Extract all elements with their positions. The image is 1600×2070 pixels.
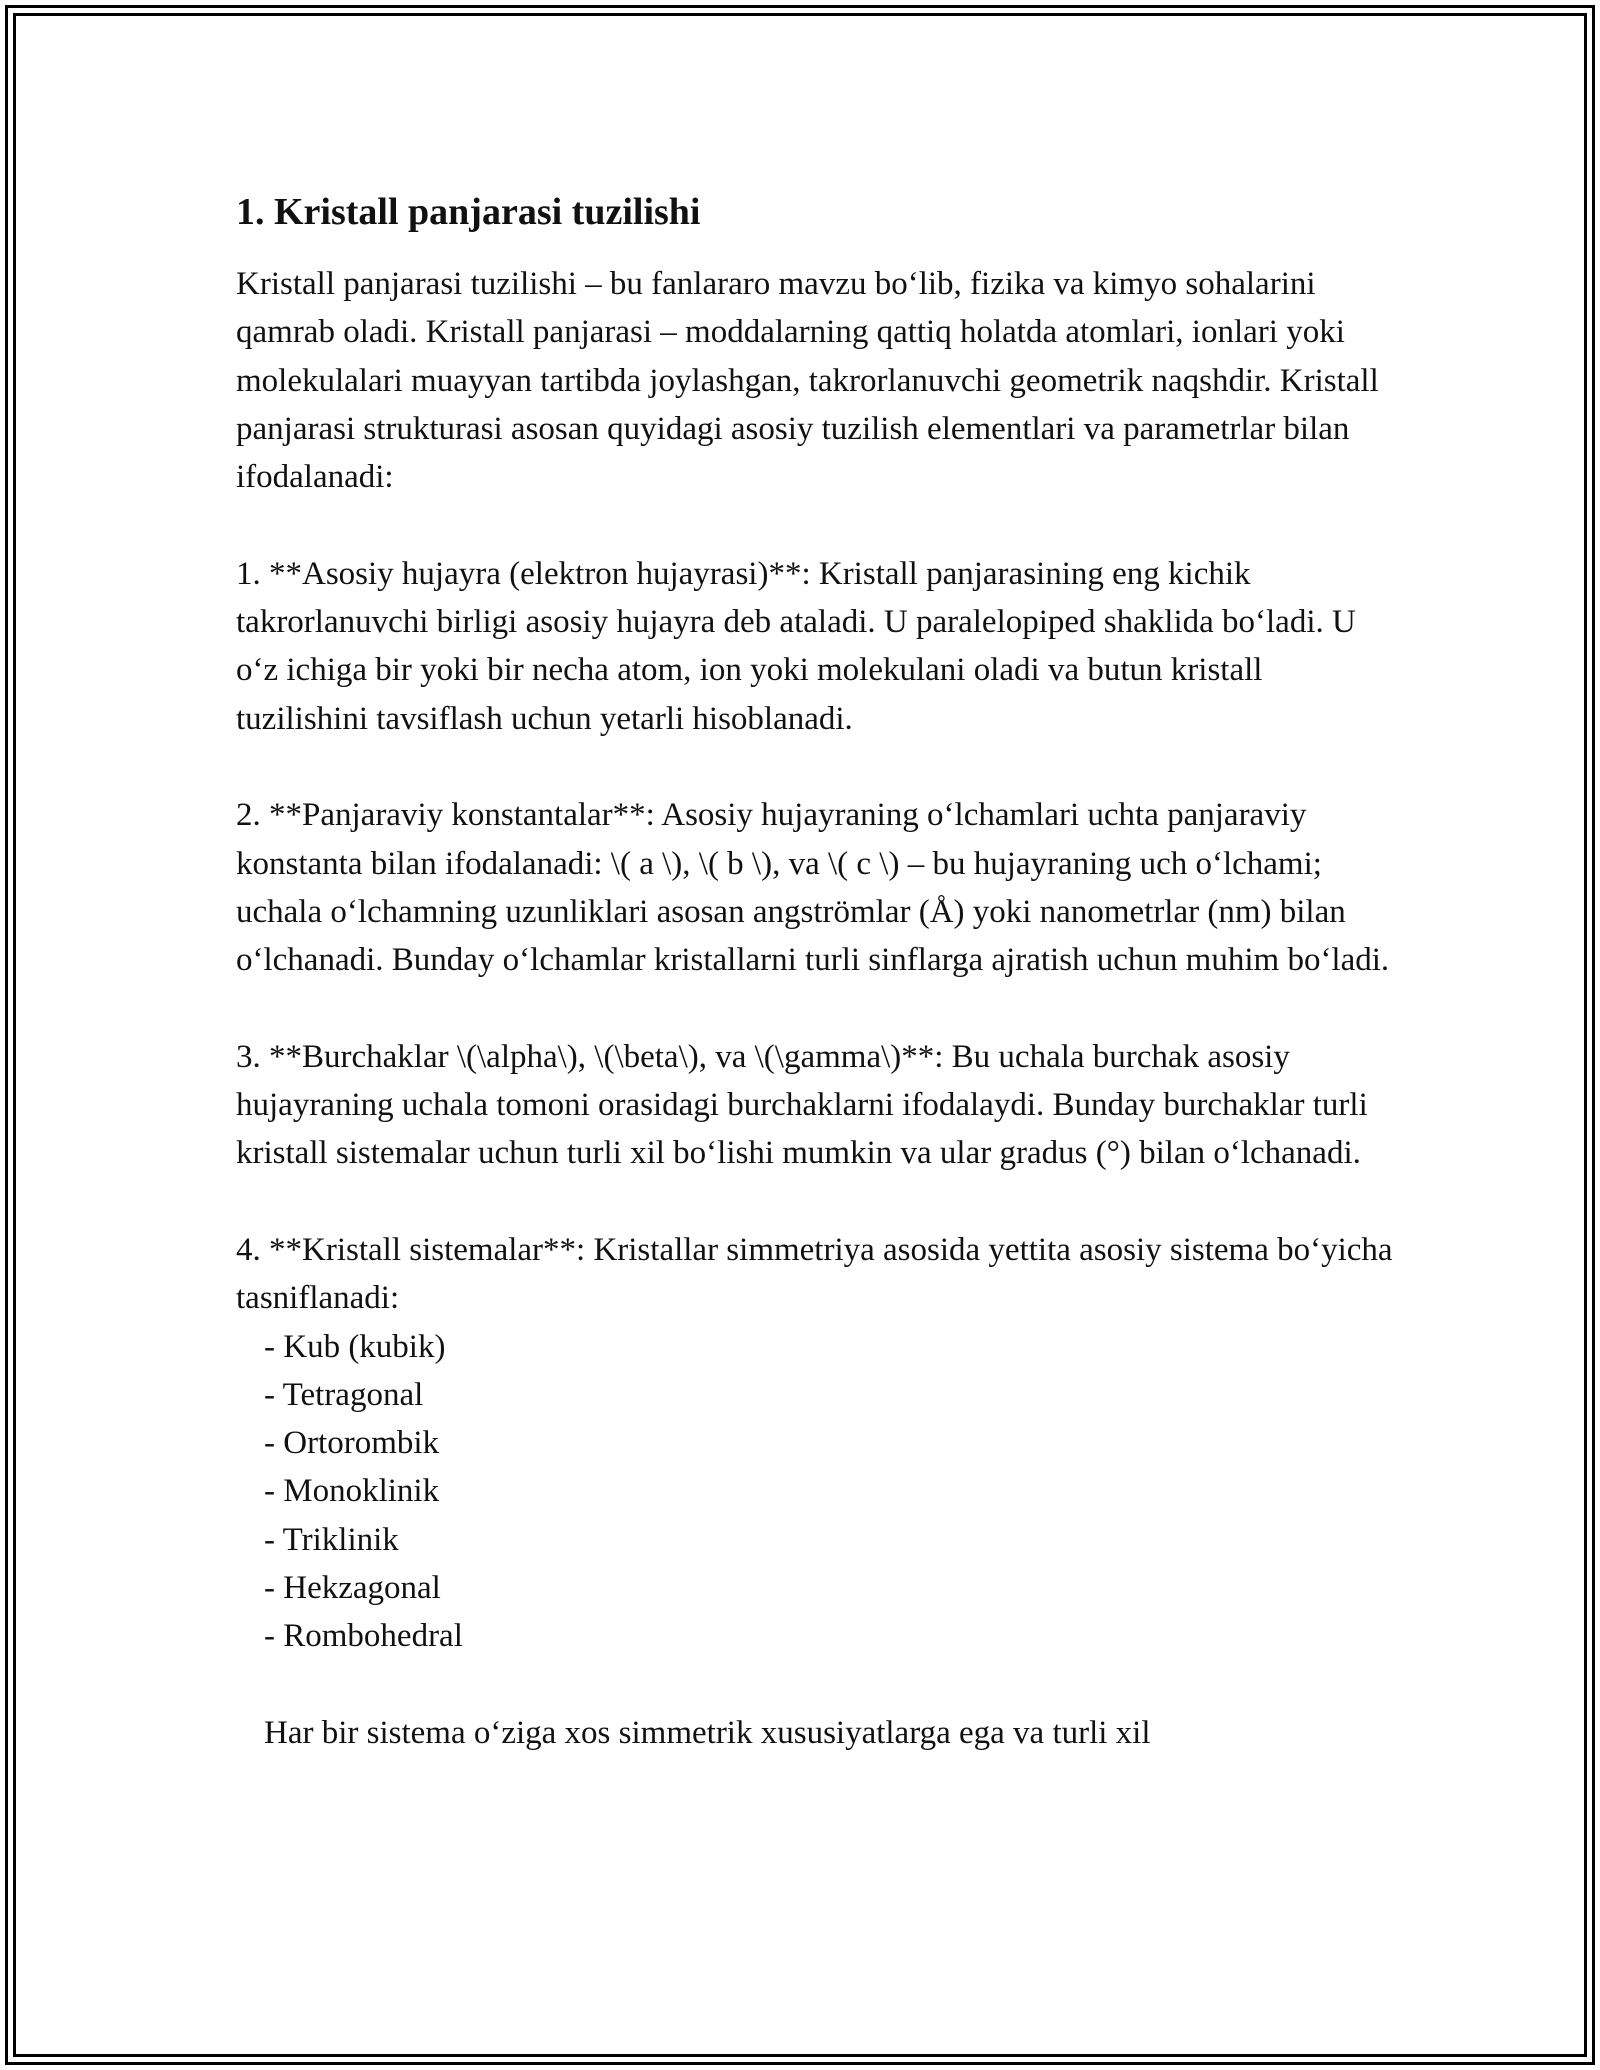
item-lattice-constants: 2. **Panjaraviy konstantalar**: Asosiy hujayraning o‘lchamlari uchta panjaraviy konstanta bilan ifodalanadi: \( a \), \( b \), va \( c \) – bu hujayraning uch o‘lchami; uchala o‘lchamning uzunliklari asosan angströmlar (Å) yoki nanometrlar (nm) bilan o‘lchanadi. Bunday o‘lchamlar kristallarni turli sinflarga ajratish uchun muhim bo‘ladi. (236, 797, 1390, 979)
list-item: - Kub (kubik) (264, 1328, 446, 1365)
closing-paragraph: Har bir sistema o‘ziga xos simmetrik xususiyatlarga ega va turli xil (264, 1714, 1151, 1751)
crystal-systems-list (236, 1323, 1396, 1661)
document-body (236, 188, 1396, 1757)
list-item: - Tetragonal (264, 1376, 424, 1413)
paragraph-gap (236, 1661, 1396, 1709)
paragraph-gap (236, 743, 1396, 791)
section-heading: 1. Kristall panjarasi tuzilishi (236, 191, 701, 233)
list-item: - Ortorombik (264, 1425, 440, 1462)
list-item: - Rombohedral (264, 1618, 463, 1655)
item-unit-cell: 1. **Asosiy hujayra (elektron hujayrasi)**: Kristall panjarasining eng kichik takrorlanuvchi birligi asosiy hujayra deb ataladi. U paralelopiped shaklida bo‘ladi. U o‘z ichiga bir yoki bir necha atom, ion yoki molekulani oladi va butun kristall tuzilishini tavsiflash uchun yetarli hisoblanadi. (236, 555, 1356, 737)
list-item: - Triklinik (264, 1521, 399, 1558)
paragraph-gap (236, 1178, 1396, 1226)
intro-paragraph: Kristall panjarasi tuzilishi – bu fanlararo mavzu bo‘lib, fizika va kimyo sohalarini qamrab oladi. Kristall panjarasi – moddalarning qattiq holatda atomlari, ionlari yoki molekulalari muayyan tartibda joylashgan, takrorlanuvchi geometrik naqshdir. Kristall panjarasi strukturasi asosan quyidagi asosiy tuzilish elementlari va parametrlar bilan ifodalanadi: (236, 266, 1379, 496)
item-crystal-systems: 4. **Kristall sistemalar**: Kristallar simmetriya asosida yettita asosiy sistema bo‘yicha tasniflanadi: (236, 1231, 1393, 1317)
list-item: - Hekzagonal (264, 1570, 441, 1607)
paragraph-gap (236, 501, 1396, 549)
paragraph-gap (236, 984, 1396, 1032)
item-angles: 3. **Burchaklar \(\alpha\), \(\beta\), va \(\gamma\)**: Bu uchala burchak asosiy hujayraning uchala tomoni orasidagi burchaklarni ifodalaydi. Bunday burchaklar turli kristall sistemalar uchun turli xil bo‘lishi mumkin va ular gradus (°) bilan o‘lchanadi. (236, 1038, 1368, 1172)
list-item: - Monoklinik (264, 1473, 440, 1510)
